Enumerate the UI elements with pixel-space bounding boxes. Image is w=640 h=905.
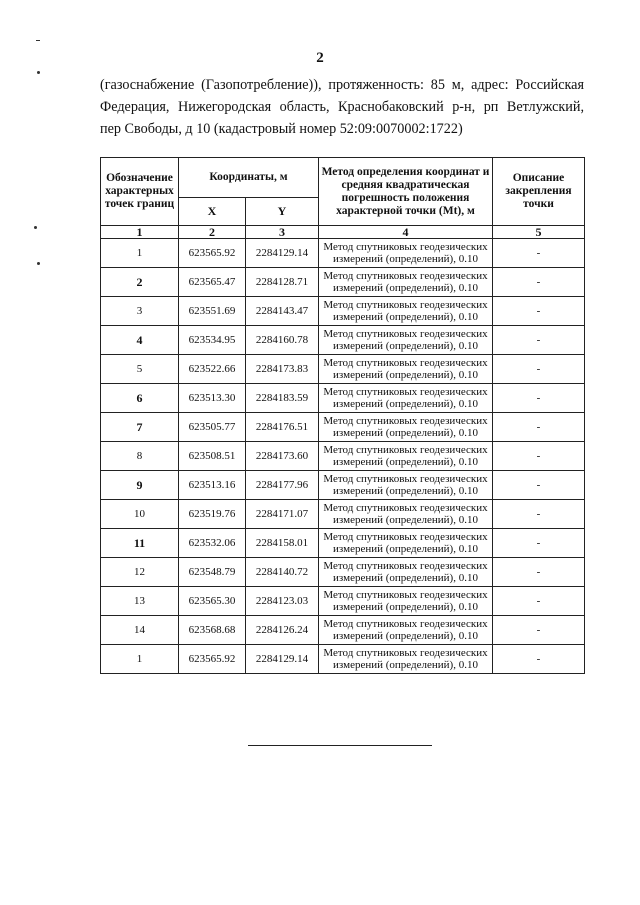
x-coordinate-cell: 623519.76 bbox=[179, 500, 246, 529]
method-line-2: измерений (определений), 0.10 bbox=[333, 253, 478, 265]
point-number-cell: 7 bbox=[101, 413, 179, 442]
method-line-1: Метод спутниковых геодезических bbox=[323, 473, 488, 485]
table-row bbox=[101, 442, 585, 471]
column-number: 1 bbox=[101, 226, 179, 239]
method-line-1: Метод спутниковых геодезических bbox=[323, 386, 488, 398]
description-cell: - bbox=[493, 384, 585, 413]
coordinates-table bbox=[100, 157, 585, 674]
page-number: 2 bbox=[316, 50, 324, 66]
column-number: 4 bbox=[319, 226, 493, 239]
table-row bbox=[101, 500, 585, 529]
method-line-2: измерений (определений), 0.10 bbox=[333, 514, 478, 526]
footer-divider-line bbox=[248, 745, 432, 746]
point-number-cell: 6 bbox=[101, 384, 179, 413]
y-coordinate-cell: 2284183.59 bbox=[246, 384, 319, 413]
method-cell bbox=[319, 326, 493, 355]
table-row bbox=[101, 355, 585, 384]
method-line-2: измерений (определений), 0.10 bbox=[333, 311, 478, 323]
method-line-2: измерений (определений), 0.10 bbox=[333, 398, 478, 410]
intro-line-3: пер Свободы, д 10 (кадастровый номер 52:09:0070002:1722) bbox=[100, 121, 463, 137]
table-row bbox=[101, 645, 585, 674]
method-line-1: Метод спутниковых геодезических bbox=[323, 299, 488, 311]
table-row bbox=[101, 587, 585, 616]
header-y: Y bbox=[246, 198, 319, 226]
x-coordinate-cell: 623532.06 bbox=[179, 529, 246, 558]
x-coordinate-cell: 623513.30 bbox=[179, 384, 246, 413]
point-number-cell: 13 bbox=[101, 587, 179, 616]
description-cell: - bbox=[493, 558, 585, 587]
method-cell bbox=[319, 413, 493, 442]
header-description: Описание закрепления точки bbox=[493, 158, 585, 226]
description-cell: - bbox=[493, 268, 585, 297]
method-line-1: Метод спутниковых геодезических bbox=[323, 328, 488, 340]
description-cell: - bbox=[493, 500, 585, 529]
description-cell: - bbox=[493, 645, 585, 674]
method-line-2: измерений (определений), 0.10 bbox=[333, 630, 478, 642]
header-coordinates: Координаты, м bbox=[179, 158, 319, 198]
intro-line-1: (газоснабжение (Газопотребление)), протяженность: 85 м, адрес: Российская bbox=[100, 77, 584, 93]
header-point-designation: Обозначение характерных точек границ bbox=[101, 158, 179, 226]
x-coordinate-cell: 623565.47 bbox=[179, 268, 246, 297]
x-coordinate-cell: 623513.16 bbox=[179, 471, 246, 500]
point-number-cell: 12 bbox=[101, 558, 179, 587]
scan-mark bbox=[37, 262, 40, 265]
header-method: Метод определения координат и средняя квадратическая погрешность положения характерной точки (Mt), м bbox=[319, 158, 493, 226]
method-cell bbox=[319, 500, 493, 529]
method-line-2: измерений (определений), 0.10 bbox=[333, 572, 478, 584]
y-coordinate-cell: 2284140.72 bbox=[246, 558, 319, 587]
table-row bbox=[101, 471, 585, 500]
method-cell bbox=[319, 616, 493, 645]
method-cell bbox=[319, 529, 493, 558]
table-row bbox=[101, 616, 585, 645]
method-line-1: Метод спутниковых геодезических bbox=[323, 589, 488, 601]
method-cell bbox=[319, 442, 493, 471]
intro-paragraph bbox=[100, 74, 584, 140]
y-coordinate-cell: 2284128.71 bbox=[246, 268, 319, 297]
column-number: 5 bbox=[493, 226, 585, 239]
method-line-2: измерений (определений), 0.10 bbox=[333, 340, 478, 352]
method-line-2: измерений (определений), 0.10 bbox=[333, 601, 478, 613]
method-line-1: Метод спутниковых геодезических bbox=[323, 560, 488, 572]
x-coordinate-cell: 623565.92 bbox=[179, 645, 246, 674]
description-cell: - bbox=[493, 355, 585, 384]
method-line-1: Метод спутниковых геодезических bbox=[323, 357, 488, 369]
table-row bbox=[101, 558, 585, 587]
point-number-cell: 2 bbox=[101, 268, 179, 297]
scan-mark bbox=[36, 40, 40, 41]
y-coordinate-cell: 2284143.47 bbox=[246, 297, 319, 326]
method-line-1: Метод спутниковых геодезических bbox=[323, 502, 488, 514]
intro-line-2: Федерация, Нижегородская область, Краснобаковский р-н, рп Ветлужский, bbox=[100, 99, 584, 115]
method-line-2: измерений (определений), 0.10 bbox=[333, 485, 478, 497]
x-coordinate-cell: 623548.79 bbox=[179, 558, 246, 587]
y-coordinate-cell: 2284126.24 bbox=[246, 616, 319, 645]
header-x: X bbox=[179, 198, 246, 226]
method-line-1: Метод спутниковых геодезических bbox=[323, 618, 488, 630]
method-line-2: измерений (определений), 0.10 bbox=[333, 369, 478, 381]
table-body bbox=[101, 239, 585, 674]
point-number-cell: 1 bbox=[101, 645, 179, 674]
table-row bbox=[101, 529, 585, 558]
method-cell bbox=[319, 645, 493, 674]
column-number-row bbox=[101, 226, 585, 239]
method-line-2: измерений (определений), 0.10 bbox=[333, 659, 478, 671]
method-cell bbox=[319, 558, 493, 587]
scan-mark bbox=[34, 226, 37, 229]
description-cell: - bbox=[493, 326, 585, 355]
y-coordinate-cell: 2284129.14 bbox=[246, 239, 319, 268]
method-cell bbox=[319, 471, 493, 500]
method-line-2: измерений (определений), 0.10 bbox=[333, 543, 478, 555]
point-number-cell: 1 bbox=[101, 239, 179, 268]
method-cell bbox=[319, 355, 493, 384]
description-cell: - bbox=[493, 442, 585, 471]
x-coordinate-cell: 623565.92 bbox=[179, 239, 246, 268]
method-line-1: Метод спутниковых геодезических bbox=[323, 415, 488, 427]
method-line-1: Метод спутниковых геодезических bbox=[323, 270, 488, 282]
point-number-cell: 10 bbox=[101, 500, 179, 529]
description-cell: - bbox=[493, 587, 585, 616]
x-coordinate-cell: 623565.30 bbox=[179, 587, 246, 616]
description-cell: - bbox=[493, 471, 585, 500]
y-coordinate-cell: 2284177.96 bbox=[246, 471, 319, 500]
y-coordinate-cell: 2284158.01 bbox=[246, 529, 319, 558]
description-cell: - bbox=[493, 413, 585, 442]
method-cell bbox=[319, 239, 493, 268]
y-coordinate-cell: 2284160.78 bbox=[246, 326, 319, 355]
x-coordinate-cell: 623551.69 bbox=[179, 297, 246, 326]
table-row bbox=[101, 413, 585, 442]
y-coordinate-cell: 2284173.60 bbox=[246, 442, 319, 471]
method-line-2: измерений (определений), 0.10 bbox=[333, 427, 478, 439]
point-number-cell: 8 bbox=[101, 442, 179, 471]
x-coordinate-cell: 623508.51 bbox=[179, 442, 246, 471]
method-cell bbox=[319, 268, 493, 297]
y-coordinate-cell: 2284173.83 bbox=[246, 355, 319, 384]
method-cell bbox=[319, 384, 493, 413]
table-row bbox=[101, 239, 585, 268]
method-line-1: Метод спутниковых геодезических bbox=[323, 531, 488, 543]
point-number-cell: 5 bbox=[101, 355, 179, 384]
x-coordinate-cell: 623522.66 bbox=[179, 355, 246, 384]
table-row bbox=[101, 297, 585, 326]
method-line-1: Метод спутниковых геодезических bbox=[323, 647, 488, 659]
description-cell: - bbox=[493, 239, 585, 268]
column-number: 3 bbox=[246, 226, 319, 239]
table-row bbox=[101, 326, 585, 355]
y-coordinate-cell: 2284123.03 bbox=[246, 587, 319, 616]
y-coordinate-cell: 2284171.07 bbox=[246, 500, 319, 529]
column-number: 2 bbox=[179, 226, 246, 239]
point-number-cell: 4 bbox=[101, 326, 179, 355]
y-coordinate-cell: 2284176.51 bbox=[246, 413, 319, 442]
method-line-1: Метод спутниковых геодезических bbox=[323, 444, 488, 456]
y-coordinate-cell: 2284129.14 bbox=[246, 645, 319, 674]
method-line-2: измерений (определений), 0.10 bbox=[333, 282, 478, 294]
x-coordinate-cell: 623505.77 bbox=[179, 413, 246, 442]
point-number-cell: 11 bbox=[101, 529, 179, 558]
point-number-cell: 9 bbox=[101, 471, 179, 500]
table-row bbox=[101, 384, 585, 413]
method-line-1: Метод спутниковых геодезических bbox=[323, 241, 488, 253]
point-number-cell: 14 bbox=[101, 616, 179, 645]
description-cell: - bbox=[493, 297, 585, 326]
method-cell bbox=[319, 297, 493, 326]
table-row bbox=[101, 268, 585, 297]
x-coordinate-cell: 623568.68 bbox=[179, 616, 246, 645]
method-line-2: измерений (определений), 0.10 bbox=[333, 456, 478, 468]
x-coordinate-cell: 623534.95 bbox=[179, 326, 246, 355]
description-cell: - bbox=[493, 616, 585, 645]
point-number-cell: 3 bbox=[101, 297, 179, 326]
description-cell: - bbox=[493, 529, 585, 558]
method-cell bbox=[319, 587, 493, 616]
scan-mark bbox=[37, 71, 40, 74]
